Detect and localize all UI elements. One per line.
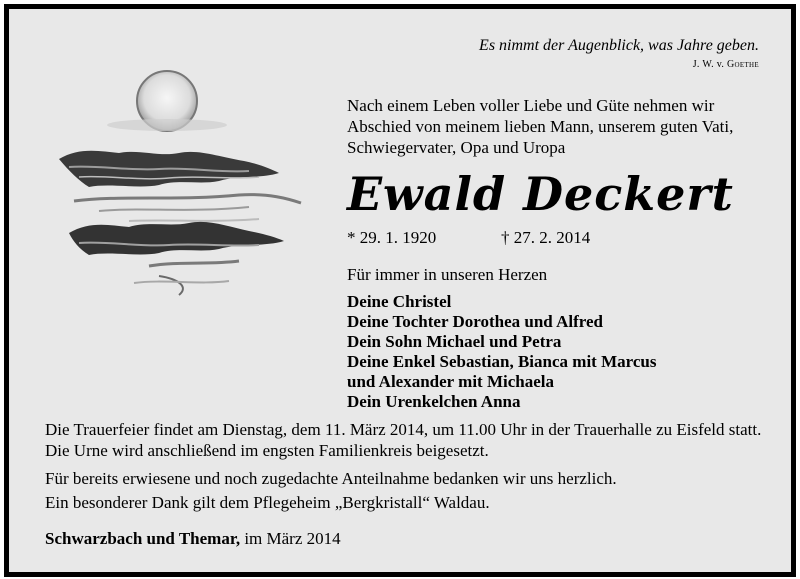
- birth-date: * 29. 1. 1920: [347, 228, 437, 247]
- intro-text: Nach einem Leben voller Liebe und Güte nehmen wir Abschied von meinem lieben Mann, unserem guten Vati, Schwiegervater, Opa und Uropa: [347, 96, 734, 157]
- life-dates: [347, 228, 590, 248]
- quote-author: [693, 59, 759, 70]
- quote-author-name: Goethe: [727, 59, 759, 70]
- quote-author-initials: J. W. v.: [692, 59, 728, 70]
- mourner-line: und Alexander mit Michaela: [347, 372, 554, 391]
- moon-over-mountains-icon: [39, 61, 329, 311]
- service-text: Die Trauerfeier findet am Dienstag, dem 11. März 2014, um 11.00 Uhr in der Trauerhalle zu Eisfeld statt. Die Urne wird anschließend im engsten Familienkreis beigesetzt.: [45, 420, 762, 460]
- place-date-line: [45, 529, 341, 549]
- death-date: † 27. 2. 2014: [501, 228, 591, 247]
- special-thanks-text: Ein besonderer Dank gilt dem Pflegeheim „Bergkristall“ Waldau.: [45, 493, 490, 512]
- forever-line: Für immer in unseren Herzen: [347, 265, 548, 284]
- mourner-line: Dein Sohn Michael und Petra: [347, 332, 562, 351]
- quote-text: Es nimmt der Augenblick, was Jahre geben.: [479, 37, 759, 54]
- place-text: Schwarzbach und Themar,: [45, 529, 241, 548]
- mourner-line: Deine Tochter Dorothea und Alfred: [347, 312, 603, 331]
- mourner-line: Dein Urenkelchen Anna: [347, 392, 521, 411]
- thanks-text: Für bereits erwiesene und noch zugedachte Anteilnahme bedanken wir uns herzlich.: [45, 469, 617, 488]
- mourners-list: [347, 292, 656, 412]
- deceased-name: Ewald Deckert: [347, 167, 734, 221]
- date-text: im März 2014: [240, 529, 341, 548]
- mourner-line: Deine Enkel Sebastian, Bianca mit Marcus: [347, 352, 657, 371]
- obituary-notice: [4, 4, 796, 577]
- mourner-line: Deine Christel: [347, 292, 452, 311]
